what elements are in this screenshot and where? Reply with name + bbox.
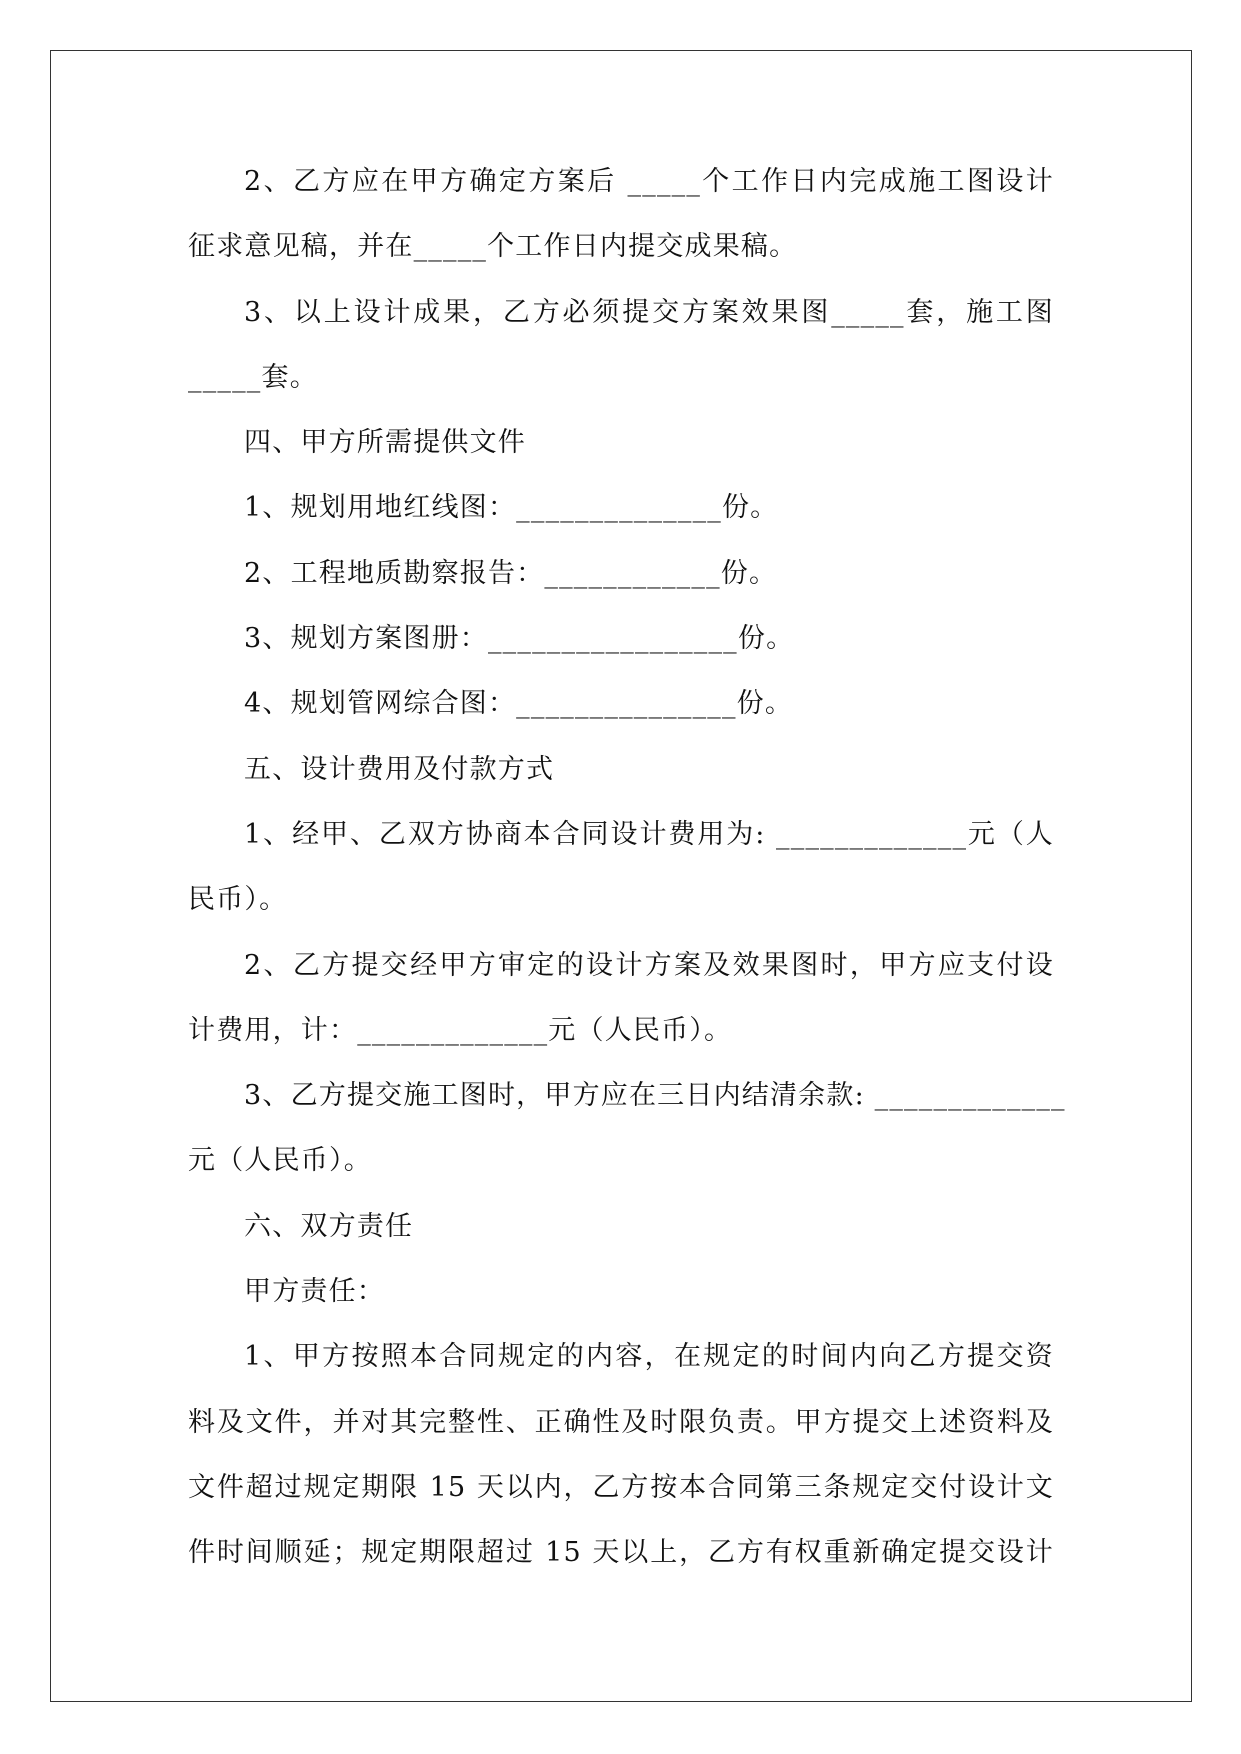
text-line: 件时间顺延；规定期限超过 15 天以上，乙方有权重新确定提交设计 [188, 1537, 1054, 1569]
text-line: 民币）。 [188, 884, 288, 916]
text-line: 3、乙方提交施工图时，甲方应在三日内结清余款: _____________ [244, 1080, 1066, 1112]
text-line: 元（人民币）。 [188, 1145, 372, 1177]
text-line: 2、乙方应在甲方确定方案后 _____个工作日内完成施工图设计 [244, 166, 1054, 197]
text-line: _____套。 [188, 361, 318, 393]
text-line: 六、双方责任 [244, 1210, 414, 1242]
text-line: 4、规划管网综合图：_______________份。 [244, 688, 794, 720]
text-line: 3、以上设计成果，乙方必须提交方案效果图_____套，施工图 [244, 296, 1054, 328]
text-line: 计费用，计：_____________元（人民币）。 [188, 1014, 733, 1046]
text-line: 1、甲方按照本合同规定的内容，在规定的时间内向乙方提交资 [244, 1341, 1054, 1373]
text-line: 3、规划方案图册：_________________份。 [244, 623, 795, 655]
text-line: 四、甲方所需提供文件 [244, 427, 526, 459]
text-line: 五、设计费用及付款方式 [244, 753, 555, 785]
document-body [188, 158, 1066, 1595]
text-line: 2、乙方提交经甲方审定的设计方案及效果图时，甲方应支付设 [244, 949, 1054, 981]
text-line: 征求意见稿，并在_____个工作日内提交成果稿。 [188, 231, 798, 263]
text-line: 1、经甲、乙双方协商本合同设计费用为: _____________元（人 [244, 818, 1054, 850]
text-line: 2、工程地质勘察报告：____________份。 [244, 557, 778, 589]
text-line: 甲方责任： [244, 1276, 385, 1308]
text-line: 料及文件，并对其完整性、正确性及时限负责。甲方提交上述资料及 [188, 1406, 1054, 1438]
text-line: 文件超过规定期限 15 天以内，乙方按本合同第三条规定交付设计文 [188, 1471, 1054, 1503]
text-line: 1、规划用地红线图：______________份。 [244, 492, 779, 524]
